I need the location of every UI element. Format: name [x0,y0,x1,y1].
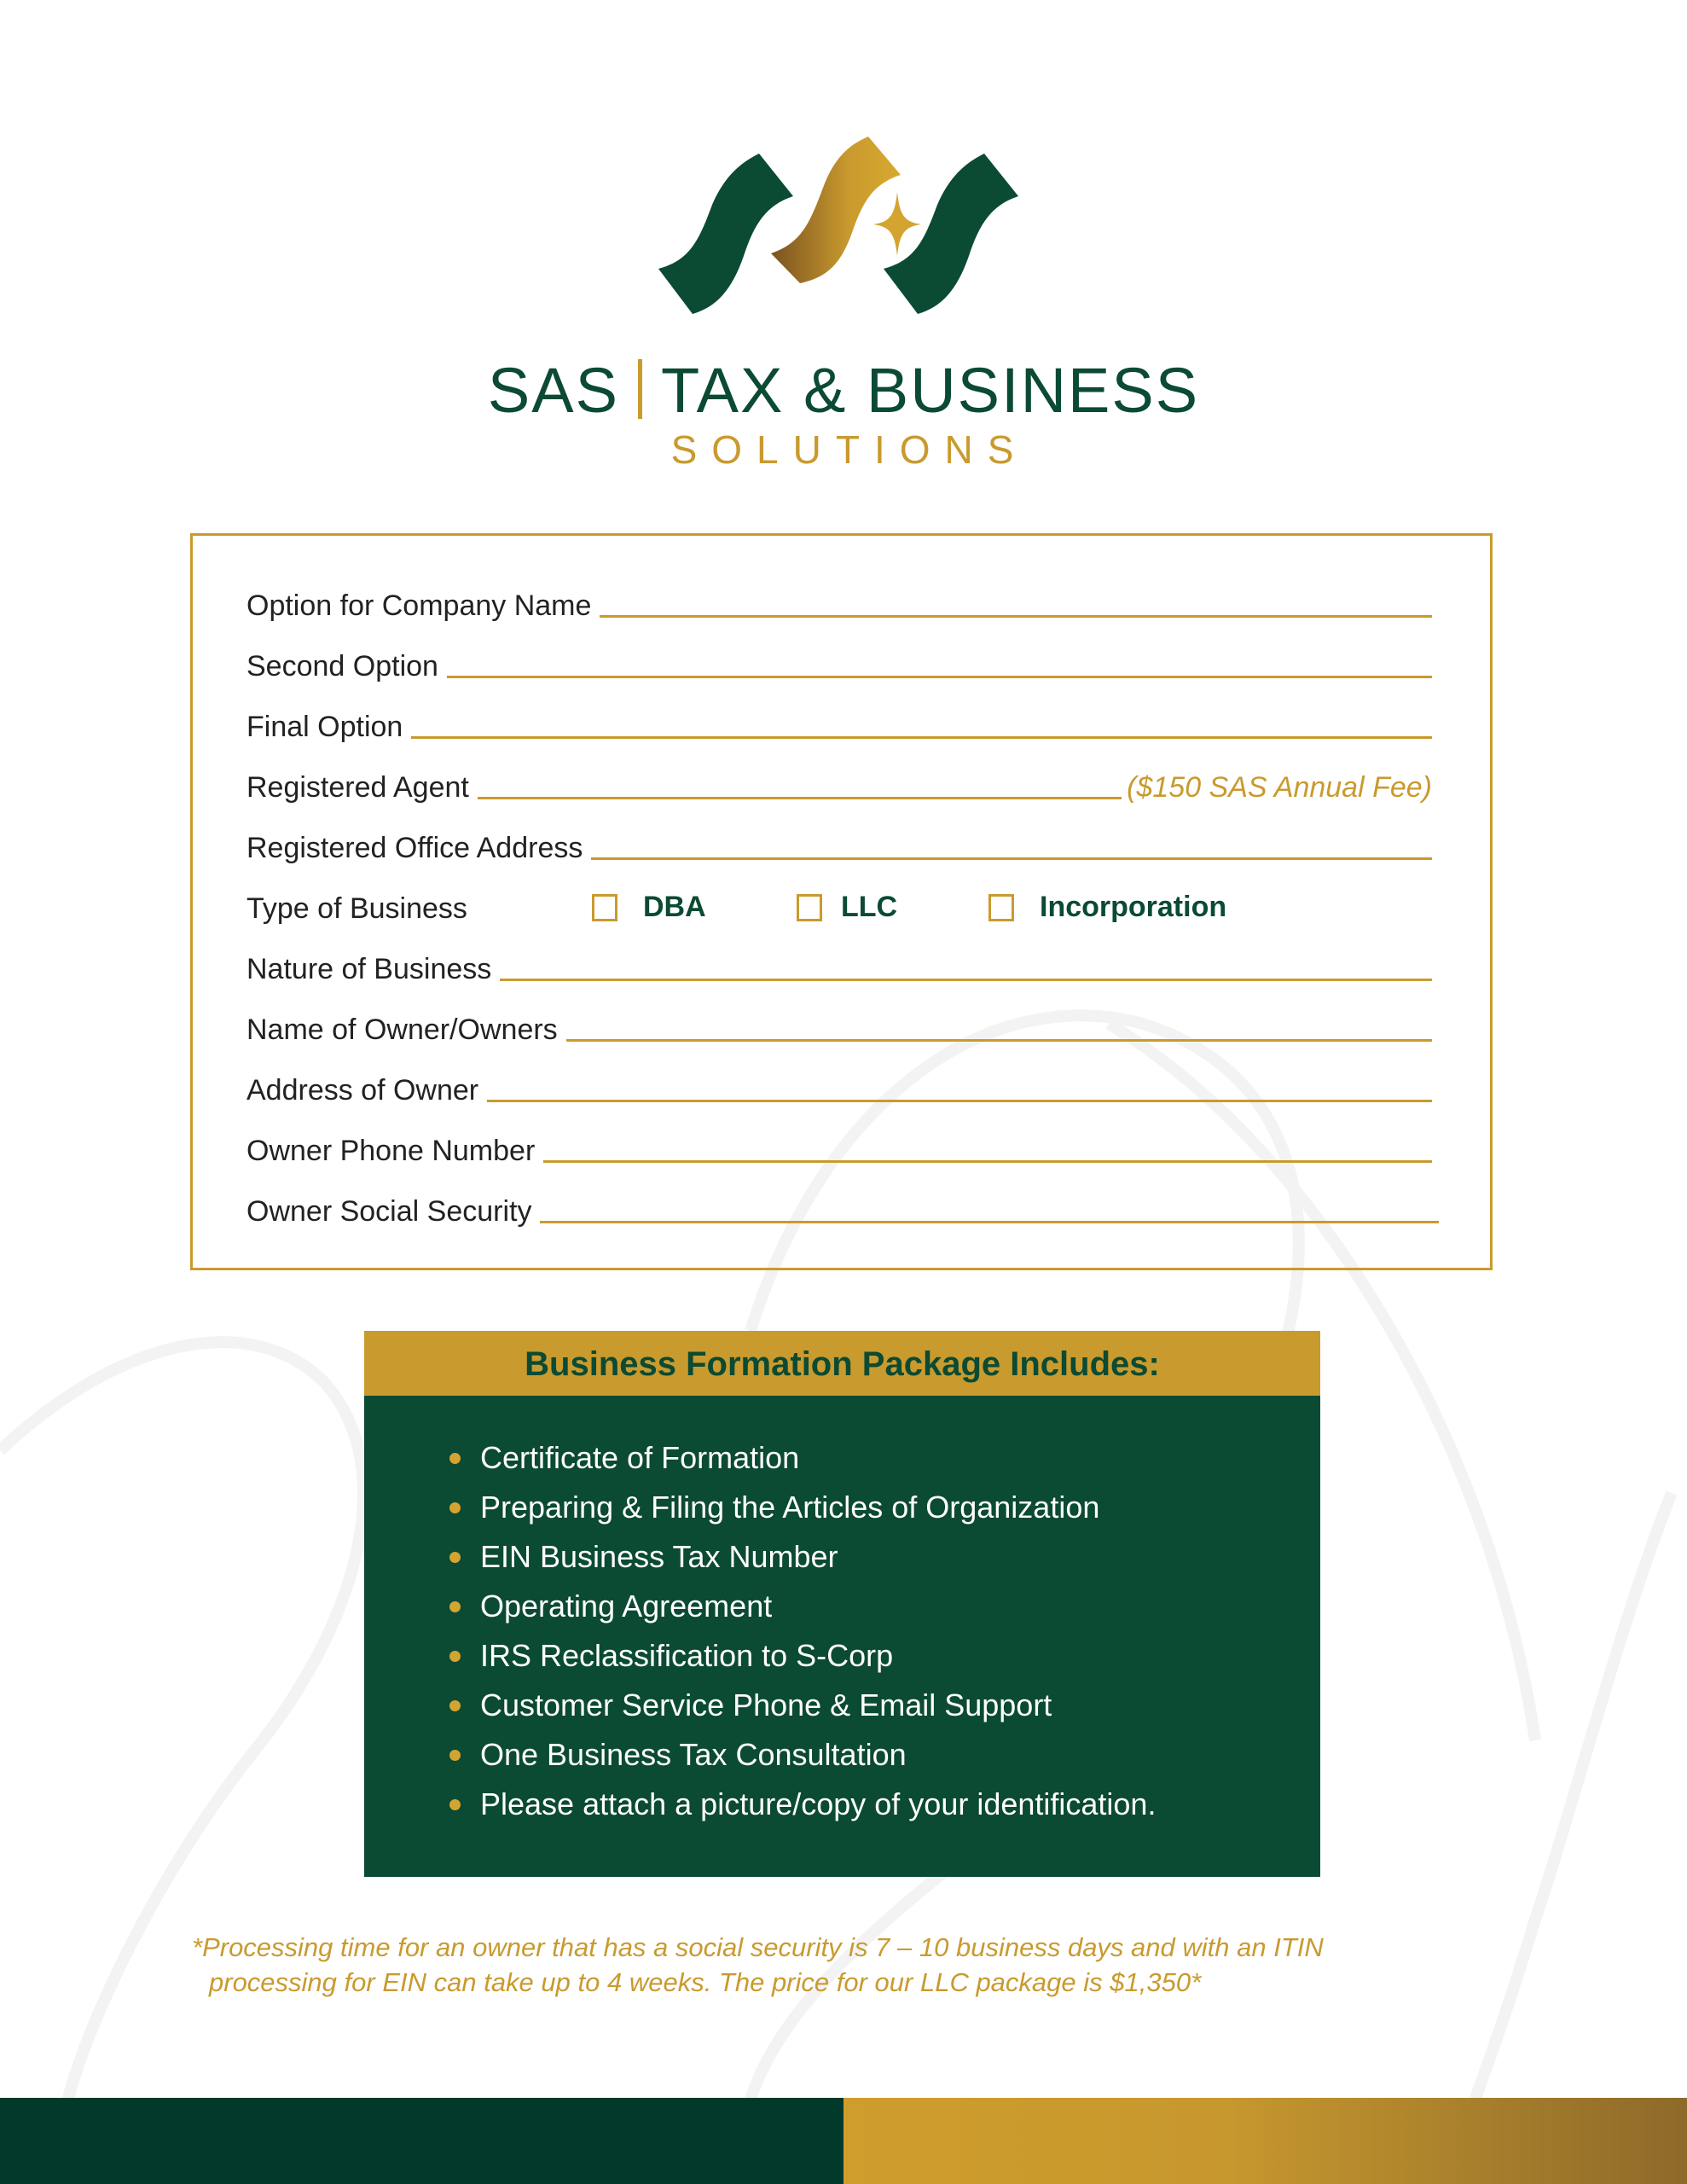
owner-address-input[interactable] [487,1100,1432,1102]
field-type-of-business [246,883,1432,926]
field-registered-agent [246,762,1432,804]
field-label: Final Option [246,711,403,743]
nature-of-business-input[interactable] [500,979,1432,981]
list-item [449,1483,1320,1532]
field-label: Owner Phone Number [246,1135,536,1167]
field-label: Address of Owner [246,1074,479,1107]
second-option-input[interactable] [447,676,1432,678]
item-text: EIN Business Tax Number [480,1539,838,1574]
field-registered-office [246,822,1432,865]
list-item [449,1681,1320,1730]
item-text: One Business Tax Consultation [480,1737,907,1772]
brand-divider [638,359,642,419]
checkbox-incorporation[interactable] [988,891,1226,924]
footnote [192,1930,1324,2000]
list-item [449,1582,1320,1631]
field-nature-of-business [246,944,1432,986]
field-label: Option for Company Name [246,590,592,622]
field-second-option [246,641,1432,683]
registered-agent-input[interactable] [478,797,1122,799]
checkbox-llc[interactable] [797,891,897,924]
sas-logo-icon [648,136,1041,333]
item-text: Customer Service Phone & Email Support [480,1687,1052,1722]
footer-bar-gold [844,2098,1687,2184]
field-owner-phone [246,1125,1432,1168]
company-form [190,533,1493,1270]
field-label: Nature of Business [246,953,492,985]
list-item [449,1730,1320,1780]
package-title: Business Formation Package Includes: [364,1331,1320,1396]
package-panel [364,1331,1320,1877]
field-label: Second Option [246,650,438,682]
field-owner-address [246,1065,1432,1107]
brand-subtitle: SOLUTIONS [670,427,1029,472]
field-company-name [246,580,1432,623]
field-label: Type of Business [246,892,467,925]
company-name-input[interactable] [600,615,1432,618]
footnote-line-2: processing for EIN can take up to 4 weeks. The price for our LLC package is $1,350* [209,1967,1202,1997]
list-item [449,1631,1320,1681]
field-final-option [246,701,1432,744]
checkbox-label: LLC [841,891,898,923]
item-text: Certificate of Formation [480,1440,800,1475]
brand-name-right: TAX & BUSINESS [660,355,1200,426]
registered-office-input[interactable] [591,857,1432,860]
bullet-icon [449,1700,461,1711]
checkbox-label: Incorporation [1040,891,1227,923]
list-item [449,1433,1320,1483]
list-item [449,1532,1320,1582]
list-item [449,1780,1320,1829]
owner-names-input[interactable] [566,1039,1432,1042]
bullet-icon [449,1799,461,1810]
owner-phone-input[interactable] [543,1160,1432,1163]
bullet-icon [449,1453,461,1464]
package-list [364,1396,1320,1829]
field-owner-names [246,1004,1432,1047]
footnote-line-1: *Processing time for an owner that has a social security is 7 – 10 business days and with an ITIN [192,1932,1324,1962]
bullet-icon [449,1651,461,1662]
checkbox-dba[interactable] [592,891,706,924]
field-label: Name of Owner/Owners [246,1014,558,1046]
brand-name-left: SAS [487,355,619,426]
owner-ssn-input[interactable] [540,1221,1439,1223]
field-label: Registered Office Address [246,832,583,864]
item-text: Operating Agreement [480,1589,773,1623]
bullet-icon [449,1750,461,1761]
checkbox-label: DBA [643,891,706,923]
bullet-icon [449,1601,461,1612]
final-option-input[interactable] [411,736,1432,739]
checkbox-box[interactable] [988,894,1014,921]
checkbox-box[interactable] [797,894,822,921]
brand-name [0,354,1687,427]
bullet-icon [449,1552,461,1563]
footer-bar-green [0,2098,844,2184]
checkbox-box[interactable] [592,894,617,921]
item-text: Please attach a picture/copy of your identification. [480,1786,1157,1821]
item-text: Preparing & Filing the Articles of Organization [480,1490,1100,1525]
field-label: Owner Social Security [246,1195,532,1228]
field-label: Registered Agent [246,771,469,804]
item-text: IRS Reclassification to S-Corp [480,1638,894,1673]
bullet-icon [449,1502,461,1513]
agent-fee-note: ($150 SAS Annual Fee) [1127,771,1432,804]
field-owner-ssn [246,1186,1439,1228]
